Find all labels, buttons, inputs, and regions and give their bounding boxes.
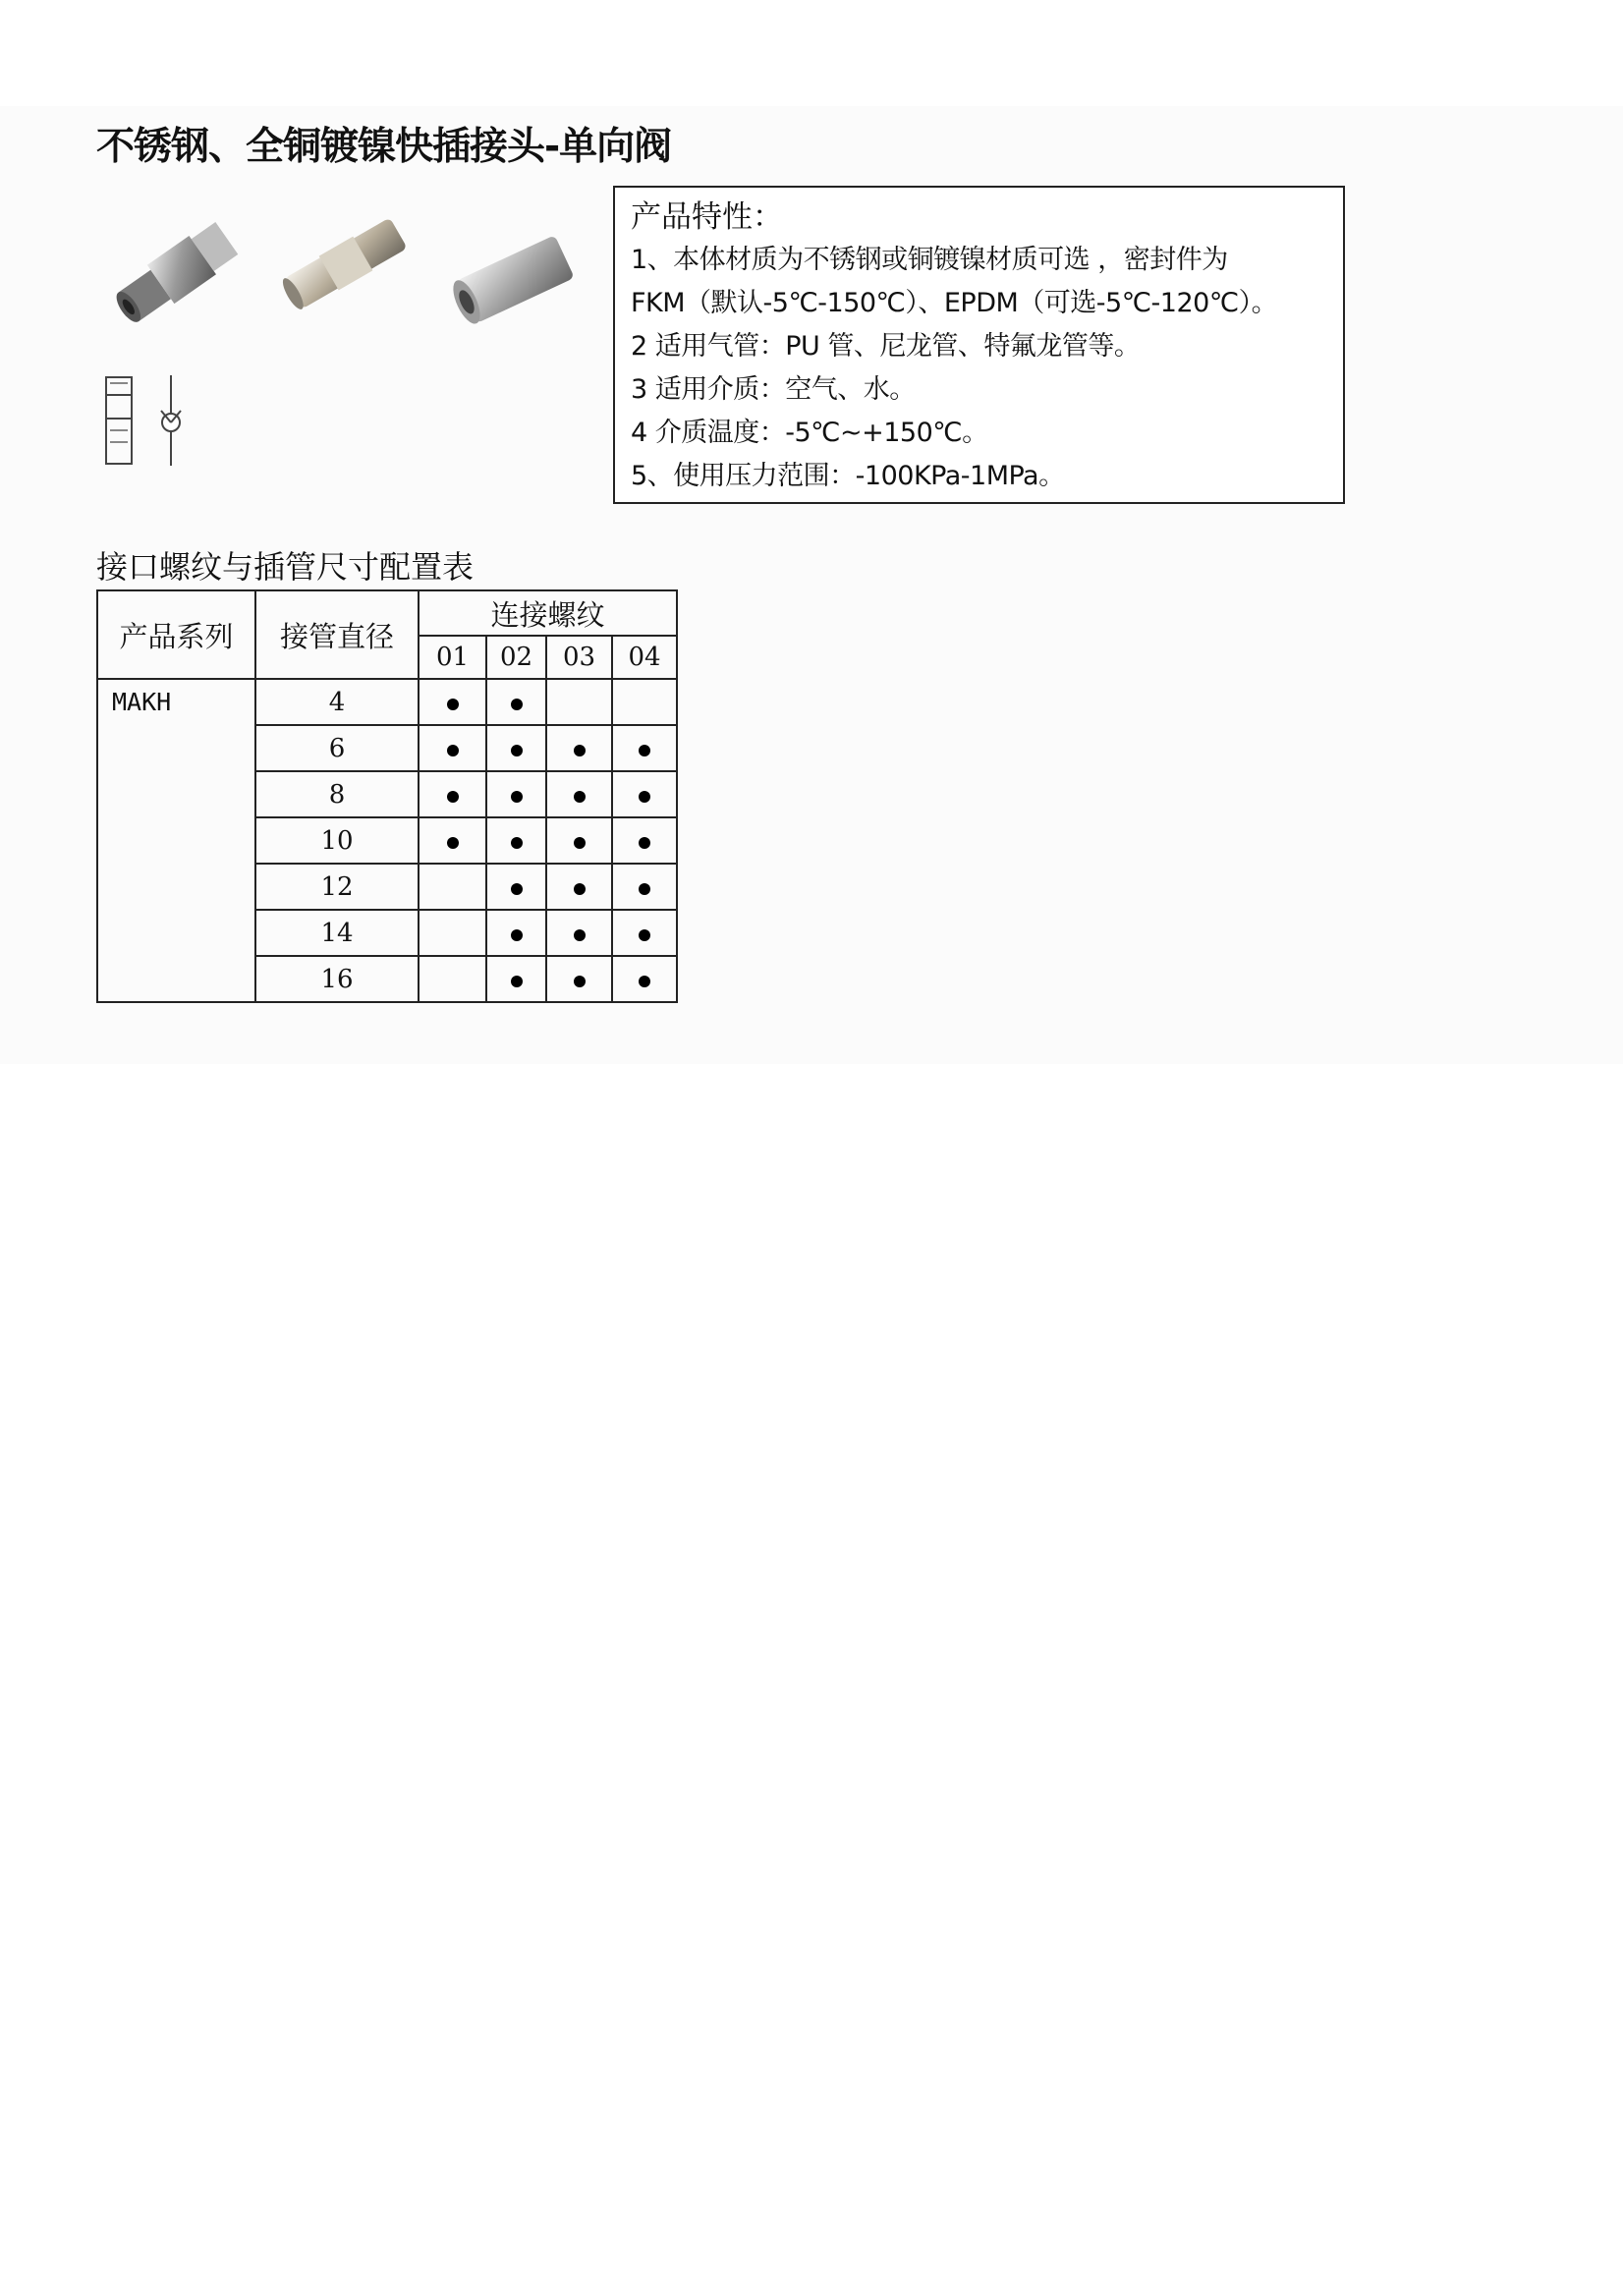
product-image-male-fitting xyxy=(98,204,255,342)
thread-availability-cell xyxy=(486,679,546,725)
thread-availability-cell xyxy=(612,956,677,1002)
thread-availability-cell xyxy=(612,725,677,771)
thread-availability-cell xyxy=(419,910,486,956)
thread-availability-cell xyxy=(546,817,612,864)
thread-availability-cell xyxy=(612,771,677,817)
table-title: 接口螺纹与插管尺寸配置表 xyxy=(96,548,475,586)
thread-availability-cell xyxy=(419,679,486,725)
thread-availability-cell xyxy=(612,679,677,725)
thread-availability-cell xyxy=(486,864,546,910)
diameter-cell: 6 xyxy=(255,725,419,771)
available-dot-icon xyxy=(447,837,459,849)
header-thread: 连接螺纹 xyxy=(419,590,677,636)
available-dot-icon xyxy=(639,791,650,803)
thread-availability-cell xyxy=(546,771,612,817)
thread-availability-cell xyxy=(419,956,486,1002)
thread-availability-cell xyxy=(486,725,546,771)
feature-line: 2 适用气管：PU 管、尼龙管、特氟龙管等。 xyxy=(631,331,1141,362)
thread-availability-cell xyxy=(612,864,677,910)
diameter-cell: 16 xyxy=(255,956,419,1002)
available-dot-icon xyxy=(447,791,459,803)
available-dot-icon xyxy=(574,976,586,987)
diameter-cell: 10 xyxy=(255,817,419,864)
diameter-cell: 8 xyxy=(255,771,419,817)
thread-availability-cell xyxy=(486,910,546,956)
available-dot-icon xyxy=(511,791,523,803)
thread-availability-cell xyxy=(419,817,486,864)
feature-line: 3 适用介质：空气、水。 xyxy=(631,374,916,405)
header-thread-code: 04 xyxy=(612,636,677,679)
available-dot-icon xyxy=(574,791,586,803)
header-series: 产品系列 xyxy=(97,590,255,679)
thread-availability-cell xyxy=(419,725,486,771)
product-image-union-fitting xyxy=(267,204,424,322)
available-dot-icon xyxy=(511,883,523,895)
available-dot-icon xyxy=(574,929,586,941)
header-thread-code: 03 xyxy=(546,636,612,679)
thread-availability-cell xyxy=(546,725,612,771)
available-dot-icon xyxy=(511,929,523,941)
available-dot-icon xyxy=(639,976,650,987)
table-row xyxy=(97,679,677,725)
configuration-table xyxy=(96,589,678,1003)
thread-availability-cell xyxy=(612,910,677,956)
header-diameter: 接管直径 xyxy=(255,590,419,679)
thread-availability-cell xyxy=(546,910,612,956)
diameter-cell: 12 xyxy=(255,864,419,910)
available-dot-icon xyxy=(639,745,650,756)
available-dot-icon xyxy=(639,883,650,895)
thread-availability-cell xyxy=(486,956,546,1002)
diameter-cell: 4 xyxy=(255,679,419,725)
product-features-box xyxy=(613,186,1345,504)
available-dot-icon xyxy=(639,929,650,941)
thread-availability-cell xyxy=(486,817,546,864)
thread-availability-cell xyxy=(419,864,486,910)
thread-availability-cell xyxy=(546,679,612,725)
thread-availability-cell xyxy=(419,771,486,817)
features-heading: 产品特性： xyxy=(631,199,783,235)
header-thread-code: 01 xyxy=(419,636,486,679)
series-cell: MAKH xyxy=(97,679,255,1002)
feature-line: 4 介质温度：-5℃~+150℃。 xyxy=(631,418,988,448)
available-dot-icon xyxy=(511,976,523,987)
header-thread-code: 02 xyxy=(486,636,546,679)
available-dot-icon xyxy=(639,837,650,849)
thread-availability-cell xyxy=(612,817,677,864)
available-dot-icon xyxy=(447,745,459,756)
available-dot-icon xyxy=(511,699,523,710)
thread-availability-cell xyxy=(486,771,546,817)
available-dot-icon xyxy=(574,745,586,756)
available-dot-icon xyxy=(447,699,459,710)
feature-line: 5、使用压力范围：-100KPa-1MPa。 xyxy=(631,461,1065,491)
thread-availability-cell xyxy=(546,864,612,910)
table-body xyxy=(97,679,677,1002)
product-image-female-fitting xyxy=(440,221,588,339)
available-dot-icon xyxy=(511,837,523,849)
diameter-cell: 14 xyxy=(255,910,419,956)
thread-availability-cell xyxy=(546,956,612,1002)
check-valve-symbol-icon xyxy=(100,373,189,468)
page-title: 不锈钢、全铜镀镍快插接头-单向阀 xyxy=(96,125,672,169)
feature-line: 1、本体材质为不锈钢或铜镀镍材质可选 ，密封件为 xyxy=(631,245,1228,275)
available-dot-icon xyxy=(574,883,586,895)
feature-line: FKM（默认-5℃-150℃）、EPDM（可选-5℃-120℃）。 xyxy=(631,288,1278,318)
available-dot-icon xyxy=(511,745,523,756)
available-dot-icon xyxy=(574,837,586,849)
